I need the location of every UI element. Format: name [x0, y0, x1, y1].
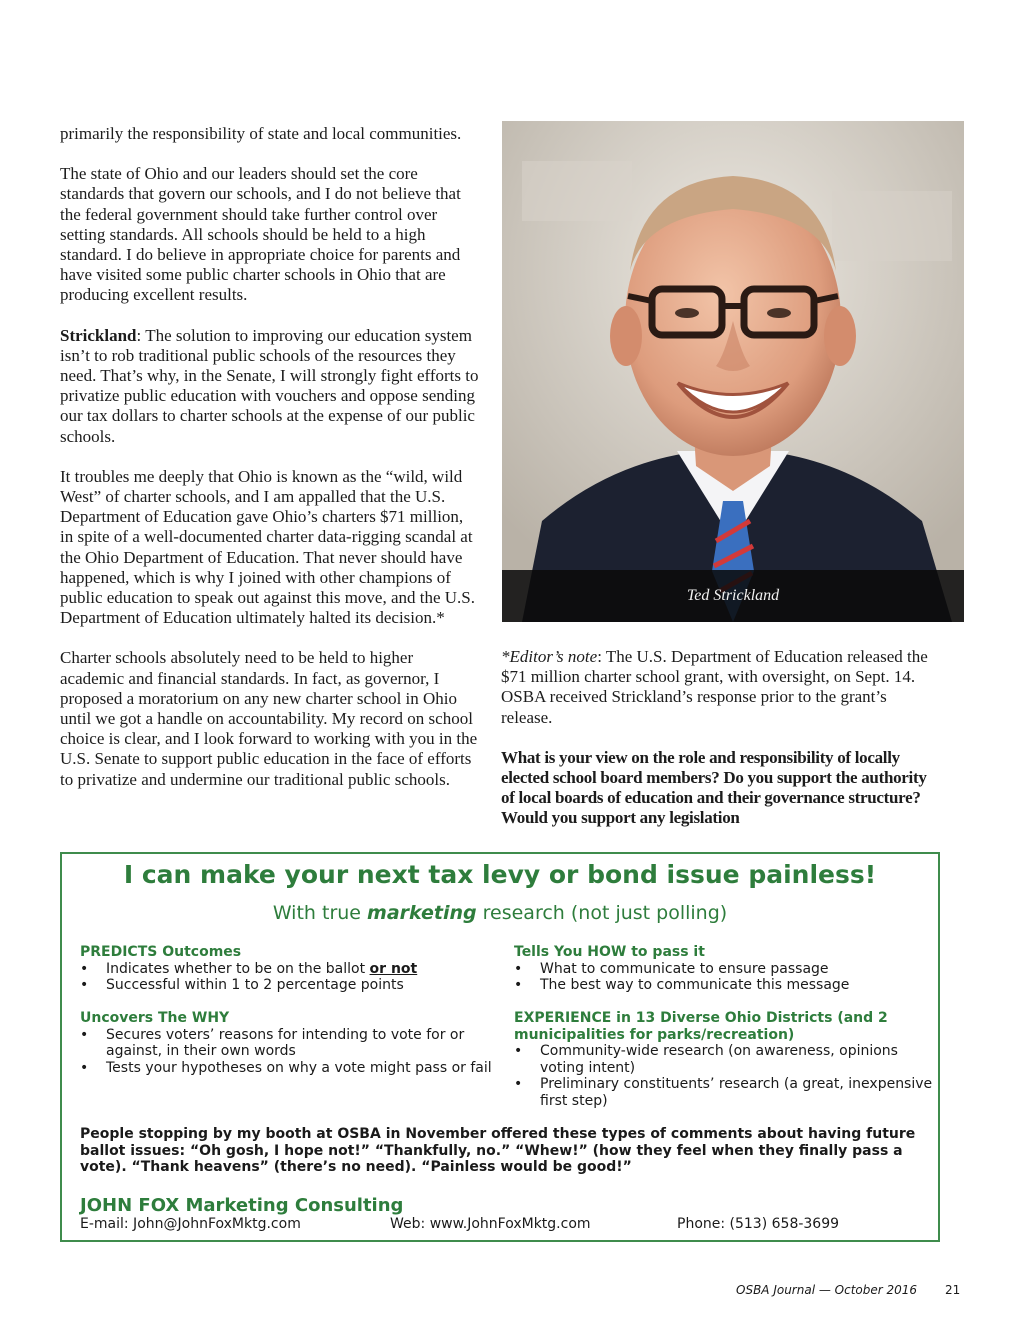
experience-block [514, 1010, 934, 1110]
editors-note-text: : The U.S. Department of Education released the $71 million charter school grant, with oversight, on Sept. 14. OSBA received Strickland’s response prior to the grant’s release. [501, 647, 928, 727]
speaker-name: Strickland [60, 325, 137, 345]
ad-sub-emphasis: marketing [367, 902, 477, 924]
tells-title: Tells You HOW to pass it [514, 944, 705, 960]
predicts-title: PREDICTS Outcomes [80, 944, 242, 960]
ad-sub-before: With true [272, 902, 368, 924]
contact-web: Web: www.JohnFoxMktg.com [390, 1216, 591, 1232]
list-item: • The best way to communicate this message [514, 977, 934, 994]
list-item: • Successful within 1 to 2 percentage points [80, 977, 500, 994]
paragraph-3-text: : The solution to improving our education system isn’t to rob traditional public schools of the resources they need. That’s why, in the Senate, I will strongly fight efforts to privatize public education with vouchers and oppose sending our tax dollars to charter schools at the expense of our public schools. [60, 325, 479, 446]
tells-block [514, 944, 934, 994]
paragraph-2: The state of Ohio and our leaders should set the core standards that govern our schools, and I do not believe that the federal government should take further control over setting standards. All schools should be held to a high standard. I do believe in appropriate choice for parents and have visited some public charter schools in Ohio that are producing excellent results. [60, 164, 461, 305]
experience-title: EXPERIENCE in 13 Diverse Ohio Districts (and 2 municipalities for parks/recreation) [514, 1010, 888, 1043]
predicts-item-1: Indicates whether to be on the ballot [106, 960, 370, 977]
journal-footer: OSBA Journal — October 2016 [736, 1283, 918, 1297]
or-not-emphasis: or not [369, 960, 418, 977]
ad-headline: I can make your next tax levy or bond issue painless! [123, 860, 877, 889]
paragraph-4: It troubles me deeply that Ohio is known as the “wild, wild West” of charter schools, and I am appalled that the U.S. Department of Education gave Ohio’s charters $71 million, in spite of a well-documented charter data-rigging scandal at the Ohio Department of Education. That never should have happened, which is why I joined with other champions of public education to speak out against this move, and the U.S. Department of Education ultimately halted its decision.* [60, 466, 476, 628]
why-title: Uncovers The WHY [80, 1010, 230, 1026]
list-item: • Secures voters’ reasons for intending to vote for or against, in their own words [80, 1027, 505, 1060]
photo-caption: Ted Strickland [502, 570, 964, 622]
why-block [80, 1010, 505, 1076]
list-item: • Community-wide research (on awareness, opinions voting intent) [514, 1043, 934, 1076]
list-item: • Preliminary constituents’ research (a great, inexpensive first step) [514, 1076, 934, 1109]
paragraph-5: Charter schools absolutely need to be held to higher academic and financial standards. In fact, as governor, I proposed a moratorium on any new charter school in Ohio until we got a handle on accountability. My record on school choice is clear, and I look forward to working with you in the U.S. Senate to support public education in the face of efforts to privatize and undermine our traditional public schools. [60, 648, 478, 789]
editors-note [501, 647, 941, 728]
portrait-photo [502, 121, 964, 622]
paragraph-3 [60, 326, 480, 447]
page-number: 21 [945, 1283, 961, 1297]
predicts-block [80, 944, 500, 994]
portrait-illustration [502, 121, 964, 622]
advertisement-box [60, 852, 940, 1242]
interview-question: What is your view on the role and responsibility of locally elected school board members? Do you support the authority of local boards of education and their governance structure? Would you support any legislation [501, 747, 927, 828]
ad-sub-after: research (not just polling) [476, 902, 728, 924]
firm-name: JOHN FOX Marketing Consulting [80, 1195, 404, 1216]
right-column [501, 647, 941, 849]
paragraph-1: primarily the responsibility of state and local communities. [60, 124, 462, 143]
booth-quotes: People stopping by my booth at OSBA in November offered these types of comments about having future ballot issues: “Oh gosh, I hope not!” “Thankfully, no.” “Whew!” (how they feel when they finally pass a vote). “Thank heavens” (there’s no need). “Painless would be good!” [80, 1126, 916, 1176]
list-item: • What to communicate to ensure passage [514, 961, 934, 978]
contact-email: E-mail: John@JohnFoxMktg.com [80, 1216, 301, 1232]
ad-subheadline [62, 902, 938, 924]
list-item [80, 961, 500, 978]
left-column [60, 124, 480, 810]
list-item: • Tests your hypotheses on why a vote might pass or fail [80, 1060, 505, 1077]
editors-note-label: *Editor’s note [501, 647, 598, 666]
contact-phone: Phone: (513) 658-3699 [677, 1216, 840, 1232]
